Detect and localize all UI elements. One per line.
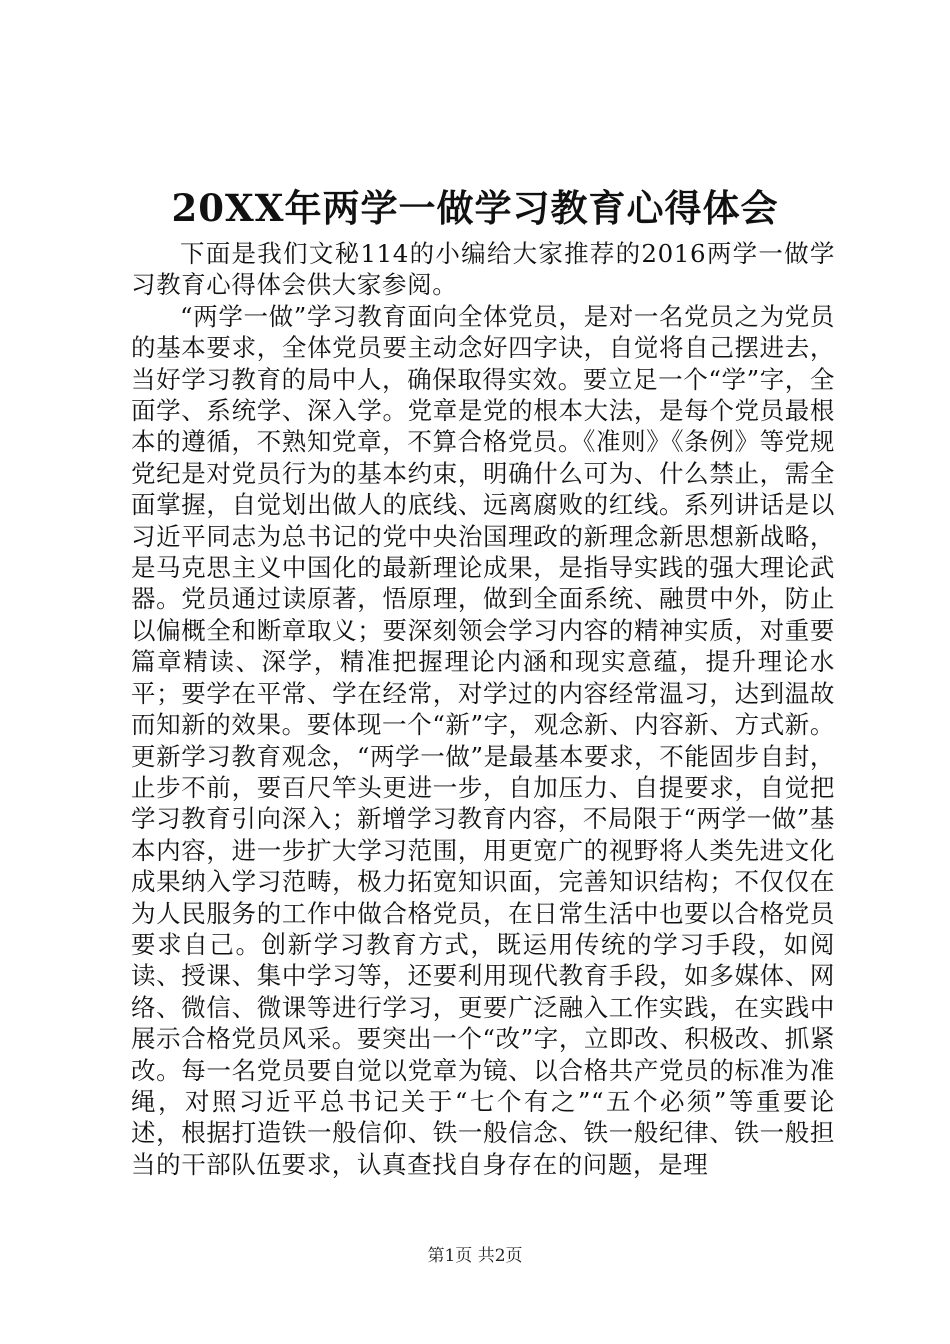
page-number-footer: 第1页 共2页 — [427, 1246, 523, 1266]
intro-paragraph: 下面是我们文秘114的小编给大家推荐的2016两学一做学习教育心得体会供大家参阅。 — [131, 239, 835, 300]
document-body — [131, 238, 835, 1180]
document-title: 20XX年两学一做学习教育心得体会 — [171, 186, 779, 230]
main-paragraph: “两学一做”学习教育面向全体党员，是对一名党员之为党员的基本要求，全体党员要主动念好四字诀，自觉将自己摆进去，当好学习教育的局中人，确保取得实效。要立足一个“学”字，全面学、系统学、深入学。党章是党的根本大法，是每个党员最根本的遵循，不熟知党章，不算合格党员。《准则》《条例》等党规党纪是对党员行为的基本约束，明确什么可为、什么禁止，需全面掌握，自觉划出做人的底线、远离腐败的红线。系列讲话是以习近平同志为总书记的党中央治国理政的新理念新思想新战略，是马克思主义中国化的最新理论成果，是指导实践的强大理论武器。党员通过读原著，悟原理，做到全面系统、融贯中外，防止以偏概全和断章取义；要深刻领会学习内容的精神实质，对重要篇章精读、深学，精准把握理论内涵和现实意蕴，提升理论水平；要学在平常、学在经常，对学过的内容经常温习，达到温故而知新的效果。要体现一个“新”字，观念新、内容新、方式新。更新学习教育观念，“两学一做”是最基本要求，不能固步自封，止步不前，要百尺竿头更进一步，自加压力、自提要求，自觉把学习教育引向深入；新增学习教育内容，不局限于“两学一做”基本内容，进一步扩大学习范围，用更宽广的视野将人类先进文化成果纳入学习范畴，极力拓宽知识面，完善知识结构；不仅仅在为人民服务的工作中做合格党员，在日常生活中也要以合格党员要求自己。创新学习教育方式，既运用传统的学习手段，如阅读、授课、集中学习等，还要利用现代教育手段，如多媒体、网络、微信、微课等进行学习，更要广泛融入工作实践，在实践中展示合格党员风采。要突出一个“改”字，立即改、积极改、抓紧改。每一名党员要自觉以党章为镜、以合格共产党员的标准为准绳，对照习近平总书记关于“七个有之”“五个必须”等重要论述，根据打造铁一般信仰、铁一般信念、铁一般纪律、铁一般担当的干部队伍要求，认真查找自身存在的问题，是理 — [131, 301, 835, 1179]
